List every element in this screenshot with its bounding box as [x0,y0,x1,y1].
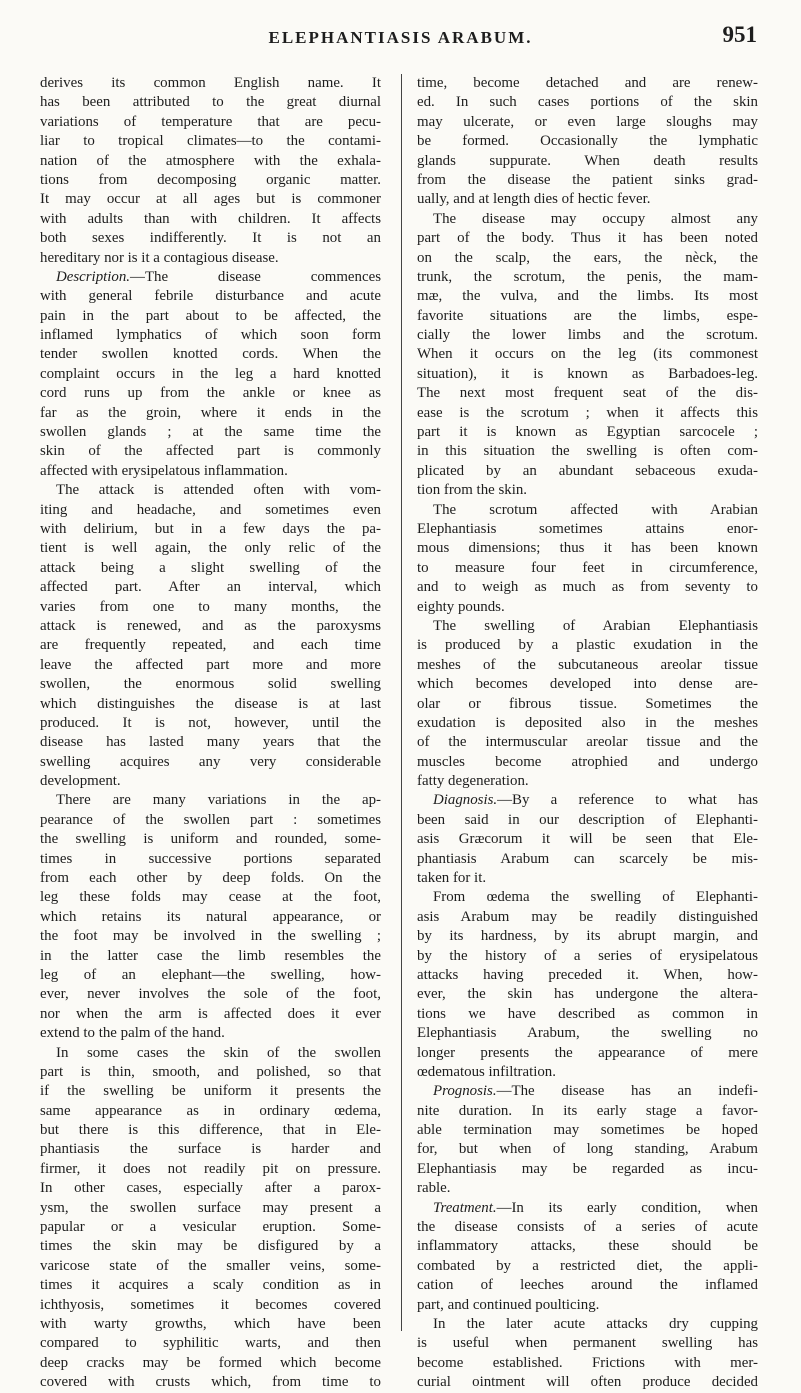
text-line: tient is well again, the only relic of the [40,540,381,557]
text-line: inflamed lymphatics of which soon form [40,327,381,344]
left-column [40,74,381,1393]
text-line: by the history of a series of erysipelatous [417,947,758,964]
text-line: which retains its natural appearance, or [40,908,381,925]
text-line: tions we have described as common in [417,1005,758,1022]
text-line: asis Græcorum it will be seen that Ele- [417,831,758,848]
line-text: —The disease has an indefi- [496,1083,758,1100]
text-line: There are many variations in the ap- [56,792,381,809]
text-line: taken for it. [417,870,487,887]
text-line: to measure four feet in circumference, [417,559,758,576]
text-line: nite duration. In its early stage a favor- [417,1102,758,1119]
text-line: from the disease the patient sinks grad- [417,171,758,188]
text-line: combated by a restricted diet, the appli- [417,1257,758,1274]
text-line: hereditary nor is it a contagious disease. [40,249,279,266]
text-line: of the intermuscular areolar tissue and the [417,734,758,751]
text-line: exudation is deposited also in the meshes [417,714,758,731]
text-line: produced. It is not, however, until the [40,714,381,731]
text-line: swollen glands ; at the same time the [40,424,381,441]
text-line: firmer, it does not readily pit on pressure. [40,1160,381,1177]
text-line: both sexes indifferently. It is not an [40,230,381,247]
page-header [40,22,761,58]
page-number: 951 [722,22,757,47]
text-line: papular or a vesicular eruption. Some- [40,1219,381,1236]
line-text: —The disease commences [130,268,381,285]
text-line: eighty pounds. [417,598,505,615]
text-line: Elephantiasis may be regarded as incu- [417,1160,758,1177]
text-line: nation of the atmosphere with the exhala- [40,152,381,169]
text-line: olar or fibrous tissue. Sometimes the [417,695,758,712]
text-line: been said in our description of Elephanti- [417,811,758,828]
text-line: In the later acute attacks dry cupping [433,1316,758,1332]
text-line: leg of an elephant—the swelling, how- [40,966,381,983]
text-line: ever, the skin has undergone the altera- [417,986,758,1003]
text-line: muscles become atrophied and undergo [417,753,758,770]
text-line: in the latter case the limb resembles the [40,947,381,964]
text-line: the disease consists of a series of acute [417,1219,758,1236]
text-line: time, become detached and are renew- [417,75,758,91]
text-line: part it is known as Egyptian sarcocele ; [417,424,758,441]
text-line: able termination may sometimes be hoped [417,1122,758,1139]
text-line: become established. Frictions with mer- [417,1354,758,1371]
text-line: with warty growths, which have been [40,1316,381,1332]
text-line: rable. [417,1180,451,1197]
text-line: attack being a slight swelling of the [40,559,381,576]
text-line: tions from decomposing organic matter. [40,171,381,188]
text-line: from each other by deep folds. On the [40,870,381,887]
text-line: leave the affected part more and more [40,656,381,673]
text-line: which distinguishes the disease is at last [40,695,381,712]
text-line: by its hardness, by its abrupt margin, and [417,928,758,945]
text-line: and to weigh as much as from seventy to [417,579,758,596]
text-line: plicated by an abundant sebaceous exuda- [417,462,758,479]
text-line: the foot may be involved in the swelling ; [40,928,381,945]
text-line: glands suppurate. When death results [417,152,758,169]
text-line: the swelling is uniform and rounded, some- [40,831,381,848]
text-line: which becomes developed into dense are- [417,676,758,693]
text-line: with adults than with children. It affects [40,210,381,227]
text-line: In some cases the skin of the swollen [56,1044,381,1061]
text-line: swelling acquires any very considerable [40,753,381,770]
text-line: development. [40,773,121,790]
text-line: longer presents the appearance of mere [417,1044,758,1061]
section-heading: Diagnosis. [433,792,498,809]
text-line: times the skin may be disfigured by a [40,1238,381,1255]
text-line: has been attributed to the great diurnal [40,94,381,111]
right-column [417,74,758,1393]
text-line: variations of temperature that are pecu- [40,113,381,130]
text-line: skin of the affected part is commonly [40,443,381,460]
text-line: inflammatory attacks, these should be [417,1238,758,1255]
text-line: nor when the arm is affected does it ever [40,1005,381,1022]
text-line [417,791,758,810]
text-line: Elephantiasis sometimes attains enor- [417,520,758,537]
text-line: pain in the part about to be affected, the [40,307,381,324]
section-heading: Treatment. [433,1199,497,1216]
text-line: be formed. Occasionally the lymphatic [417,133,758,150]
text-line: affected part. After an interval, which [40,579,381,596]
text-line: ease is the scrotum ; when it affects this [417,404,758,421]
text-line: cially the lower limbs and the scrotum. [417,327,758,344]
text-line: tender swollen knotted cords. When the [40,346,381,363]
text-line: with delirium, but in a few days the pa- [40,520,381,537]
text-line: ichthyosis, sometimes it becomes covered [40,1296,381,1313]
text-line: attack is renewed, and as the paroxysms [40,617,381,634]
text-line: complaint occurs in the leg a hard knotted [40,365,381,382]
text-line: It may occur at all ages but is commoner [40,191,381,208]
line-text: —In its early condition, when [496,1199,758,1216]
text-line: mous dimensions; thus it has been known [417,540,758,557]
text-line: cation of leeches around the inflamed [417,1277,758,1294]
text-line: mæ, the vulva, and the limbs. Its most [417,288,758,305]
text-line: varicose state of the smaller veins, some- [40,1257,381,1274]
text-line: meshes of the subcutaneous areolar tissue [417,656,758,673]
text-line: affected with erysipelatous inflammation. [40,462,288,479]
text-line: disease has lasted many years that the [40,734,381,751]
text-line: In other cases, especially after a parox- [40,1180,381,1197]
text-line: When it occurs on the leg (its commonest [417,346,758,363]
text-line: œdematous infiltration. [417,1063,556,1080]
text-line: ever, never involves the sole of the foot, [40,986,381,1003]
text-line: part of the body. Thus it has been noted [417,230,758,247]
text-line: extend to the palm of the hand. [40,1025,225,1042]
text-line: iting and headache, and sometimes even [40,501,381,518]
line-text: —By a reference to what has [497,792,758,809]
text-line: same appearance as in ordinary œdema, [40,1102,381,1119]
text-line: but there is this difference, that in Ele- [40,1122,381,1139]
text-line: is produced by a plastic exudation in the [417,637,758,654]
text-line: trunk, the scrotum, the penis, the mam- [417,268,758,285]
text-line: in this situation the swelling is often com- [417,443,758,460]
text-line: far as the groin, where it ends in the [40,404,381,421]
text-line: attacks having preceded it. When, how- [417,966,758,983]
text-line: with general febrile disturbance and acute [40,288,381,305]
text-line: times in successive portions separated [40,850,381,867]
text-line: tion from the skin. [417,482,528,499]
text-line [417,1199,758,1218]
text-line: From œdema the swelling of Elephanti- [433,889,758,906]
text-line: swollen, the enormous solid swelling [40,676,381,693]
text-line: times it acquires a scaly condition as in [40,1277,381,1294]
text-line: curial ointment will often produce decided [417,1374,758,1391]
text-line: deep cracks may be formed which become [40,1354,381,1371]
text-line: part is thin, smooth, and polished, so that [40,1063,381,1080]
text-line: varies from one to many months, the [40,598,381,615]
text-line: The next most frequent seat of the dis- [417,385,758,402]
text-line: phantiasis Arabum can scarcely be mis- [417,850,758,867]
text-line [417,1082,758,1101]
text-line: The attack is attended often with vom- [56,482,381,499]
text-line: asis Arabum may be readily distinguished [417,908,758,925]
text-line: liar to tropical climates—to the contami- [40,133,381,150]
text-line: if the swelling be uniform it presents the [40,1083,381,1100]
text-line: cord runs up from the ankle or knee as [40,385,381,402]
text-line: Elephantiasis Arabum, the swelling no [417,1025,758,1042]
text-line: The scrotum affected with Arabian [433,501,758,518]
text-line: The swelling of Arabian Elephantiasis [433,617,758,634]
text-line: are frequently repeated, and each time [40,637,381,654]
text-line: ually, and at length dies of hectic fever. [417,191,651,208]
text-line: derives its common English name. It [40,75,381,91]
text-line: situation), it is known as Barbadoes-leg. [417,365,758,382]
running-title: ELEPHANTIASIS ARABUM. [268,28,533,47]
text-line: compared to syphilitic warts, and then [40,1335,381,1352]
text-line: leg these folds may cease at the foot, [40,889,381,906]
section-heading: Description. [56,268,131,285]
text-line: part, and continued poulticing. [417,1296,600,1313]
text-line: ysm, the swollen surface may present a [40,1199,381,1216]
text-line: is useful when permanent swelling has [417,1335,758,1352]
column-divider [401,74,402,1331]
section-heading: Prognosis. [433,1083,497,1100]
text-line: may ulcerate, or even large sloughs may [417,113,758,130]
text-line: pearance of the swollen part : sometimes [40,811,381,828]
text-line [40,268,381,287]
text-line: on the scalp, the ears, the nèck, the [417,249,758,266]
text-line: ed. In such cases portions of the skin [417,94,758,111]
text-line: for, but when of long standing, Arabum [417,1141,758,1158]
text-line: phantiasis the surface is harder and [40,1141,381,1158]
text-line: covered with crusts which, from time to [40,1374,381,1391]
text-line: favorite situations are the limbs, espe- [417,307,758,324]
text-line: The disease may occupy almost any [433,210,758,227]
text-line: fatty degeneration. [417,773,529,790]
